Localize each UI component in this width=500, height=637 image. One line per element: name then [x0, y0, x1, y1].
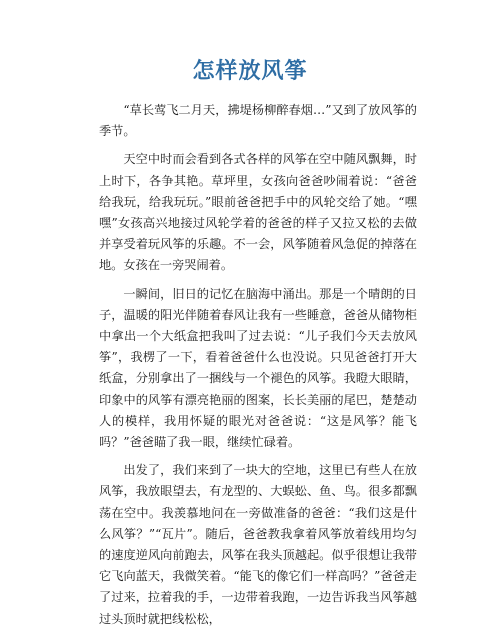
document-body: [99, 100, 417, 637]
document-title: 怎样放风筝: [192, 59, 308, 84]
paragraph-3: 一瞬间，旧日的记忆在脑海中涌出。那是一个晴朗的日子，温暖的阳光伴随着春风让我有一些睡意，爸爸从储物柜中拿出一个大纸盒把我叫了过去说：“儿子我们今天去放风筝”，我楞了一下，看着爸爸什么也没说。只见爸爸打开大纸盒，分别拿出了一捆线与一个褪色的风筝。我瞪大眼睛，印象中的风筝有漂亮艳丽的图案，长长美丽的尾巴，楚楚动人的模样，我用怀疑的眼光对爸爸说：“这是风筝？能飞吗？”爸爸瞄了我一眼，继续忙碌着。: [99, 286, 417, 450]
paragraph-1: “草长莺飞二月天，拂堤杨柳醉春烟…”又到了放风筝的季节。: [99, 103, 417, 139]
paragraph-4: 出发了，我们来到了一块大的空地，这里已有些人在放风筝，我放眼望去，有龙型的、大蜈蚣、鱼、鸟。很多都飘荡在空中。我羡慕地问在一旁做准备的爸爸：“我们这是什么风筝？”“瓦片”。随后，爸爸教我拿着风筝放着线用均匀的速度逆风向前跑去，风筝在我头顶越起。似乎很想让我带它飞向蓝天，我微笑着。“能飞的像它们一样高吗？”爸爸走了过来，拉着我的手，一边带着我跑，一边告诉我当风筝越过头顶时就把线松松，: [99, 463, 417, 626]
paragraph-2: 天空中时而会看到各式各样的风筝在空中随风飘舞，时上时下，各争其艳。草坪里，女孩向爸爸吵闹着说：“爸爸给我玩，给我玩玩。”眼前爸爸把手中的风轮交给了她。“嘿嘿”女孩高兴地接过风轮学着的爸爸的样子又拉又松的去做并享受着玩风筝的乐趣。不一会，风筝随着风急促的掉落在地。女孩在一旁哭闹着。: [99, 152, 417, 273]
